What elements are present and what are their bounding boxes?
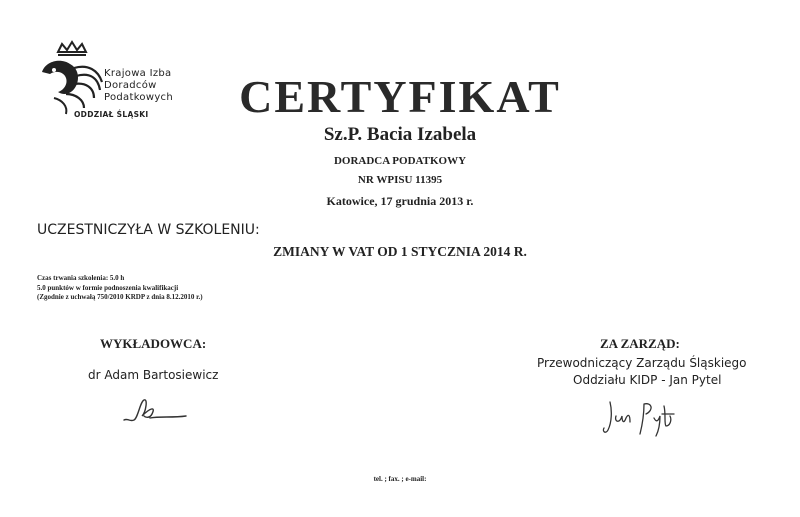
signature-icon <box>600 396 682 438</box>
training-points: 5.0 punktów w formie podnoszenia kwalifikacji <box>37 283 179 292</box>
logo-line-3: Podatkowych <box>104 92 173 103</box>
course-title: ZMIANY W VAT OD 1 STYCZNIA 2014 R. <box>273 244 527 259</box>
board-chair-name: Oddziału KIDP - Jan Pytel <box>573 373 722 387</box>
signature-icon <box>120 394 190 428</box>
training-resolution: (Zgodnie z uchwałą 750/2010 KRDP z dnia 8.12.2010 r.) <box>37 293 203 301</box>
lecturer-name: dr Adam Bartosiewicz <box>88 368 219 382</box>
participated-label: UCZESTNICZYŁA W SZKOLENIU: <box>37 222 260 238</box>
place-date: Katowice, 17 grudnia 2013 r. <box>326 194 474 208</box>
board-heading: ZA ZARZĄD: <box>600 336 680 351</box>
training-details <box>37 274 203 303</box>
footer-contact: tel. ; fax. ; e-mail: <box>373 475 427 483</box>
lecturer-heading: WYKŁADOWCA: <box>100 336 207 351</box>
registration-number: NR WPISU 11395 <box>357 174 443 186</box>
logo-line-1: Krajowa Izba <box>104 68 172 79</box>
profession: DORADCA PODATKOWY <box>333 155 467 167</box>
board-chair-title: Przewodniczący Zarządu Śląskiego <box>537 356 747 370</box>
recipient-name: Sz.P. Bacia Izabela <box>323 124 477 145</box>
logo-branch: ODDZIAŁ ŚLĄSKI <box>74 110 149 119</box>
certificate-title: CERTYFIKAT <box>239 71 561 122</box>
training-duration: Czas trwania szkolenia: 5.0 h <box>37 274 125 282</box>
logo-line-2: Doradców <box>104 80 157 91</box>
